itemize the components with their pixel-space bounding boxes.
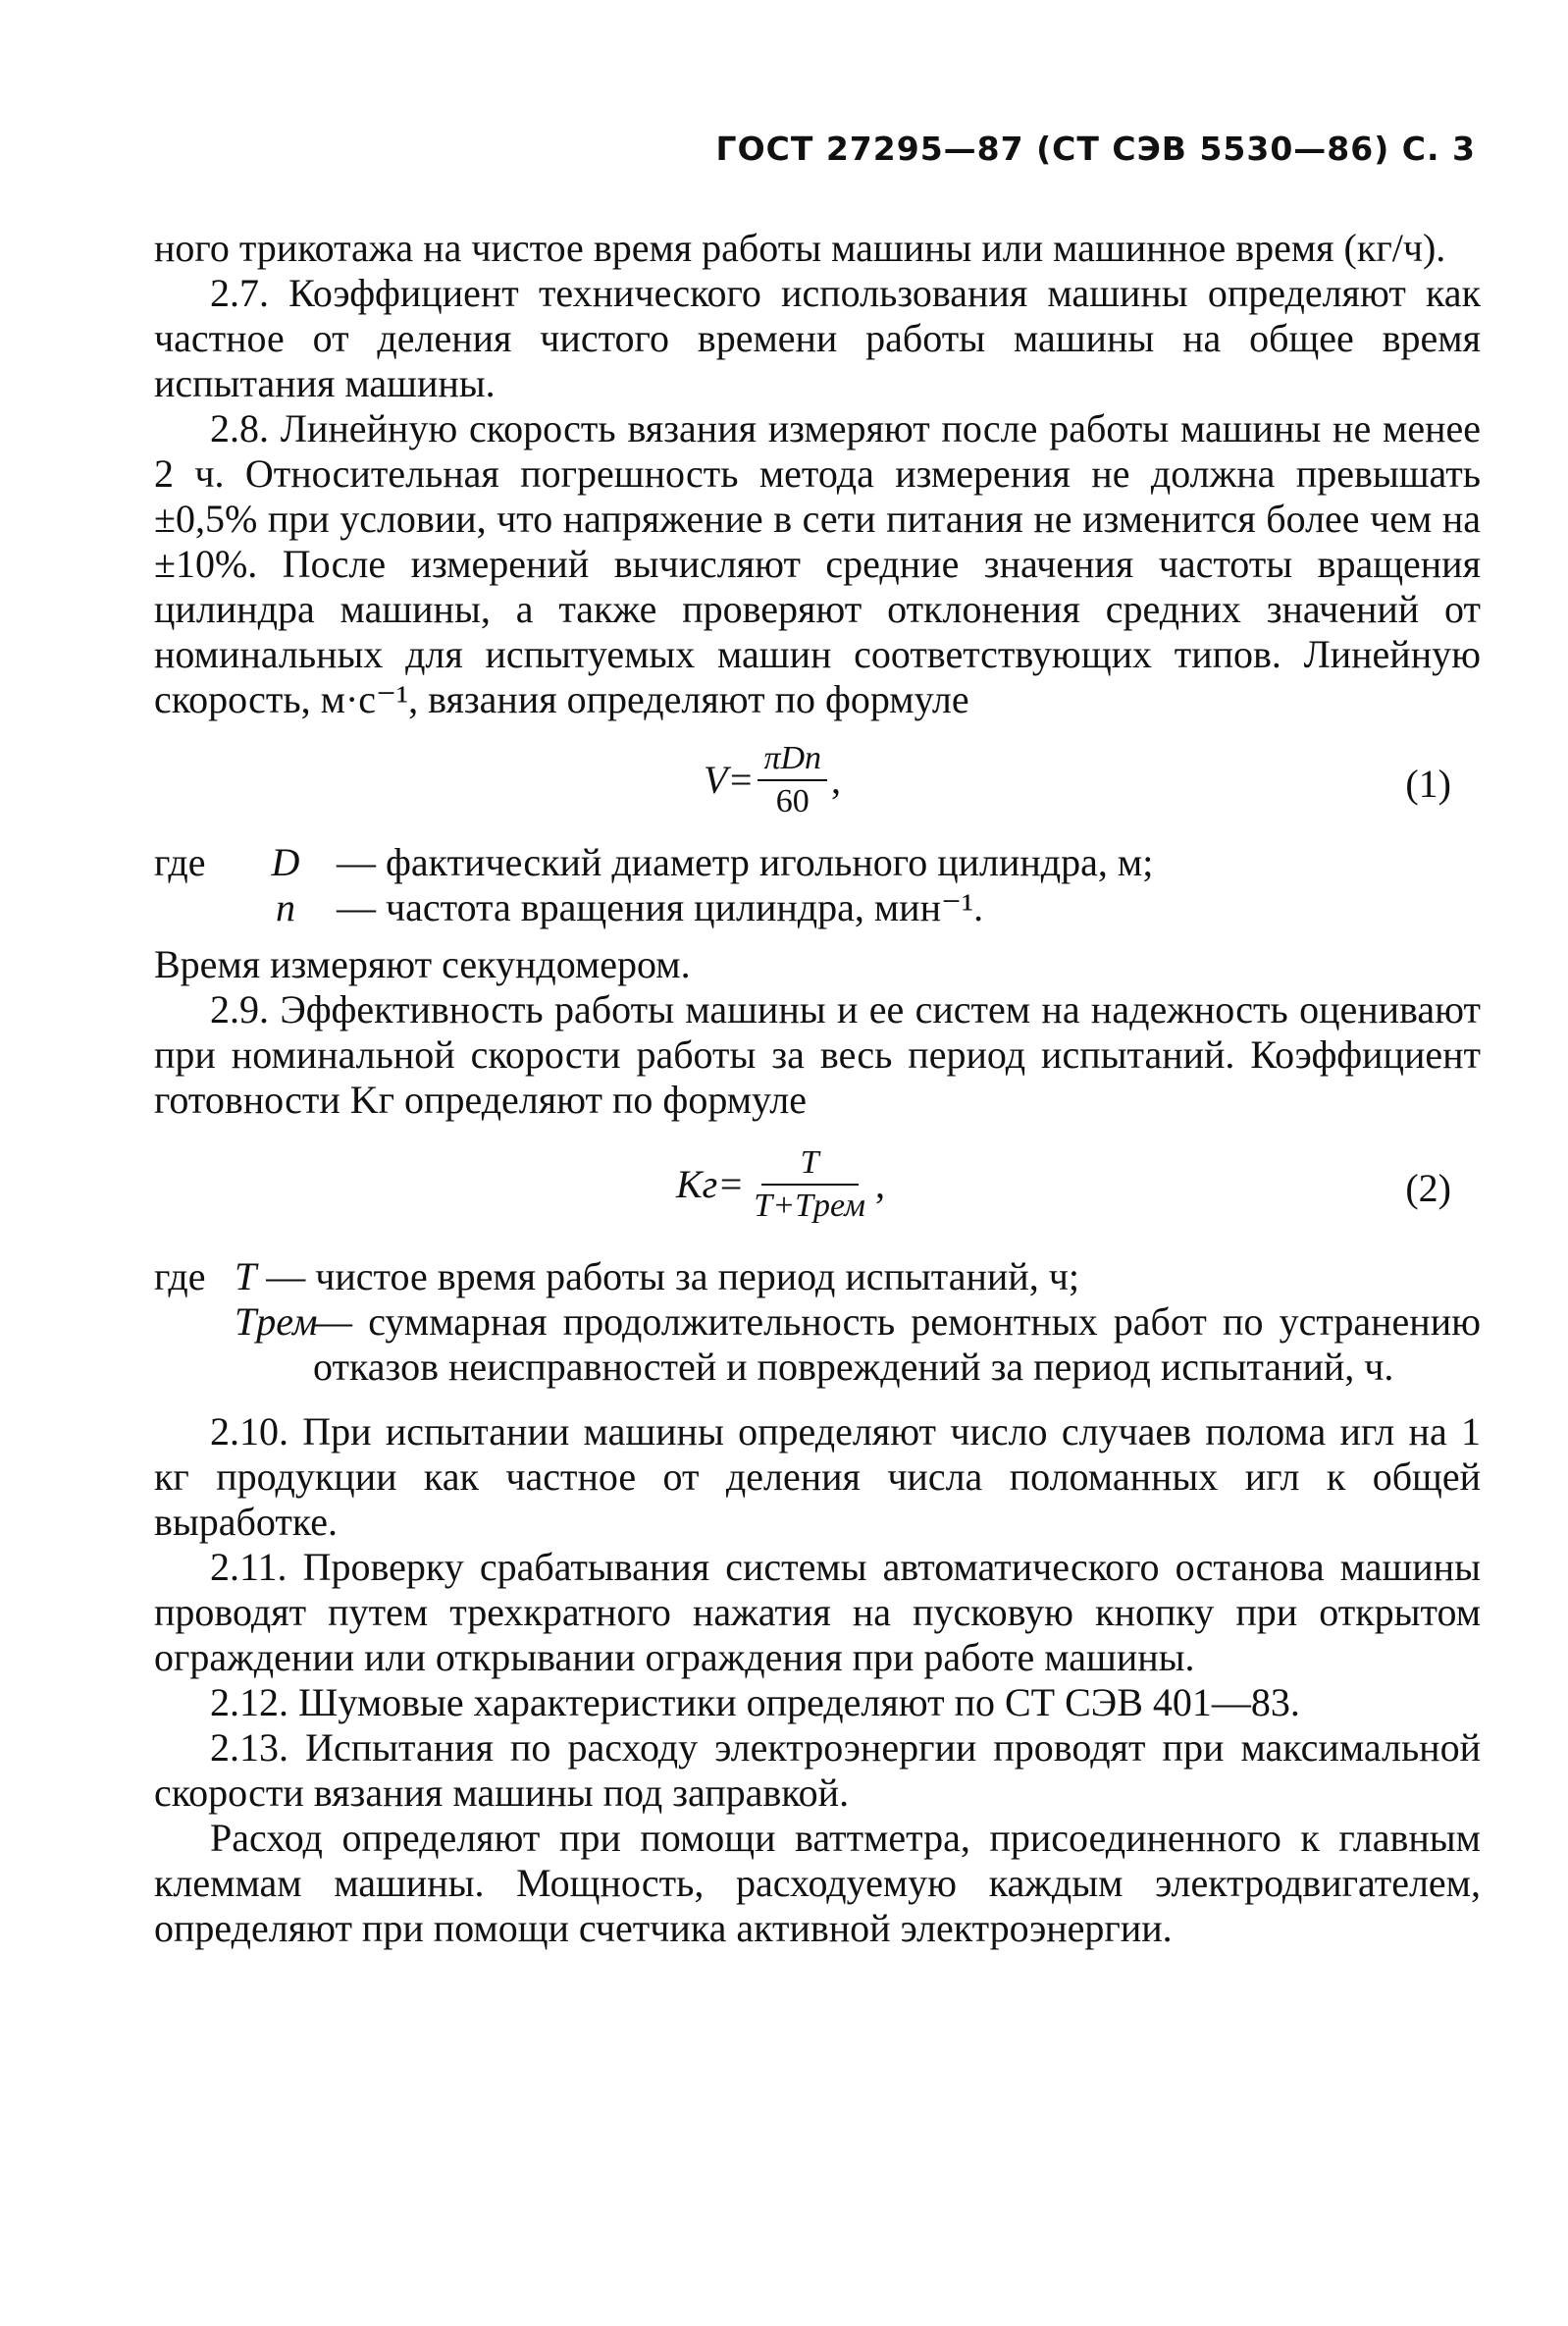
paragraph-2-9: 2.9. Эффективность работы машины и ее систем на надежность оценивают при номинальной скорости работы за весь период испытаний. Коэффициент готовности Kг определяют по формуле [154,987,1481,1122]
formula-1-lhs: V= [704,758,755,802]
formula-1-def-d [154,840,1481,885]
paragraph-continuation: ного трикотажа на чистое время работы машины или машинное время (кг/ч). [154,226,1446,270]
formula-2-number: (2) [1405,1166,1451,1210]
formula-1: V= $\frac{\text{πDn}}{60}$ , (1) [704,740,1451,819]
formula-2-numerator: T [761,1144,859,1186]
formula-2-lhs: Kг= [676,1162,745,1206]
def-symbol: D [271,840,300,884]
paragraph-2-8: 2.8. Линейную скорость вязания измеряют после работы машины не менее 2 ч. Относительная погрешность метода измерения не должна превышать ±0,5% при условии, что напряжение в сети питания не изменится более чем на ±10%. После измерений вычисляют средние значения частоты вращения цилиндра машины, а также проверяют отклонения средних значений от номинальных для испытуемых машин соответствующих типов. Линейную скорость, м·с⁻¹, вязания определяют по формуле [154,406,1481,721]
paragraph-2-13: 2.13. Испытания по расходу электроэнергии проводят при максимальной скорости вязания машины под заправкой. [154,1725,1481,1815]
formula-2-def-t [154,1254,1481,1299]
formula-2: Kг= $\frac{T}{\text{T+Tрем}}$ , (2) [676,1144,1451,1224]
def-text: — суммарная продолжительность ремонтных работ по устранению отказов неисправностей и повреждений за период испытаний, ч. [313,1299,1481,1389]
def-text: — фактический диаметр игольного цилиндра, м; [337,840,1154,884]
def-symbol: n [276,885,295,929]
def-symbol: Tрем [235,1299,318,1344]
formula-1-def-n [154,885,1481,930]
formula-2-denominator: T+Tрем [754,1188,865,1224]
where-label: где [154,1254,206,1298]
def-text: — частота вращения цилиндра, мин⁻¹. [337,885,984,929]
paragraph-2-10: 2.10. При испытании машины определяют число случаев полома игл на 1 кг продукции как частное от деления числа поломанных игл к общей выработке. [154,1409,1481,1544]
def-text: — чистое время работы за период испытаний, ч; [266,1254,1079,1298]
paragraph-2-11: 2.11. Проверку срабатывания системы автоматического останова машины проводят путем трехкратного нажатия на пусковую кнопку при открытом ограждении или открывании ограждения при работе машины. [154,1545,1481,1679]
paragraph-2-12: 2.12. Шумовые характеристики определяют по СТ СЭВ 401—83. [210,1680,1300,1724]
page-header: ГОСТ 27295—87 (СТ СЭВ 5530—86) С. 3 [715,130,1476,168]
formula-1-numerator: πDn [758,740,827,781]
formula-1-denominator: 60 [775,783,810,819]
paragraph-consumption: Расход определяют при помощи ваттметра, присоединенного к главным клеммам машины. Мощность, расходуемую каждым электродвигателем, определяют при помощи счетчика активной электроэнергии. [154,1816,1481,1950]
paragraph-time: Время измеряют секундомером. [154,942,691,986]
paragraph-2-7: 2.7. Коэффициент технического использования машины определяют как частное от деления чистого времени работы машины на общее время испытания машины. [154,271,1481,405]
formula-1-number: (1) [1405,762,1451,806]
def-symbol: T [235,1254,257,1298]
document-body [154,226,1481,1951]
formula-2-def-trem [154,1299,1481,1390]
where-label: где [154,840,206,884]
